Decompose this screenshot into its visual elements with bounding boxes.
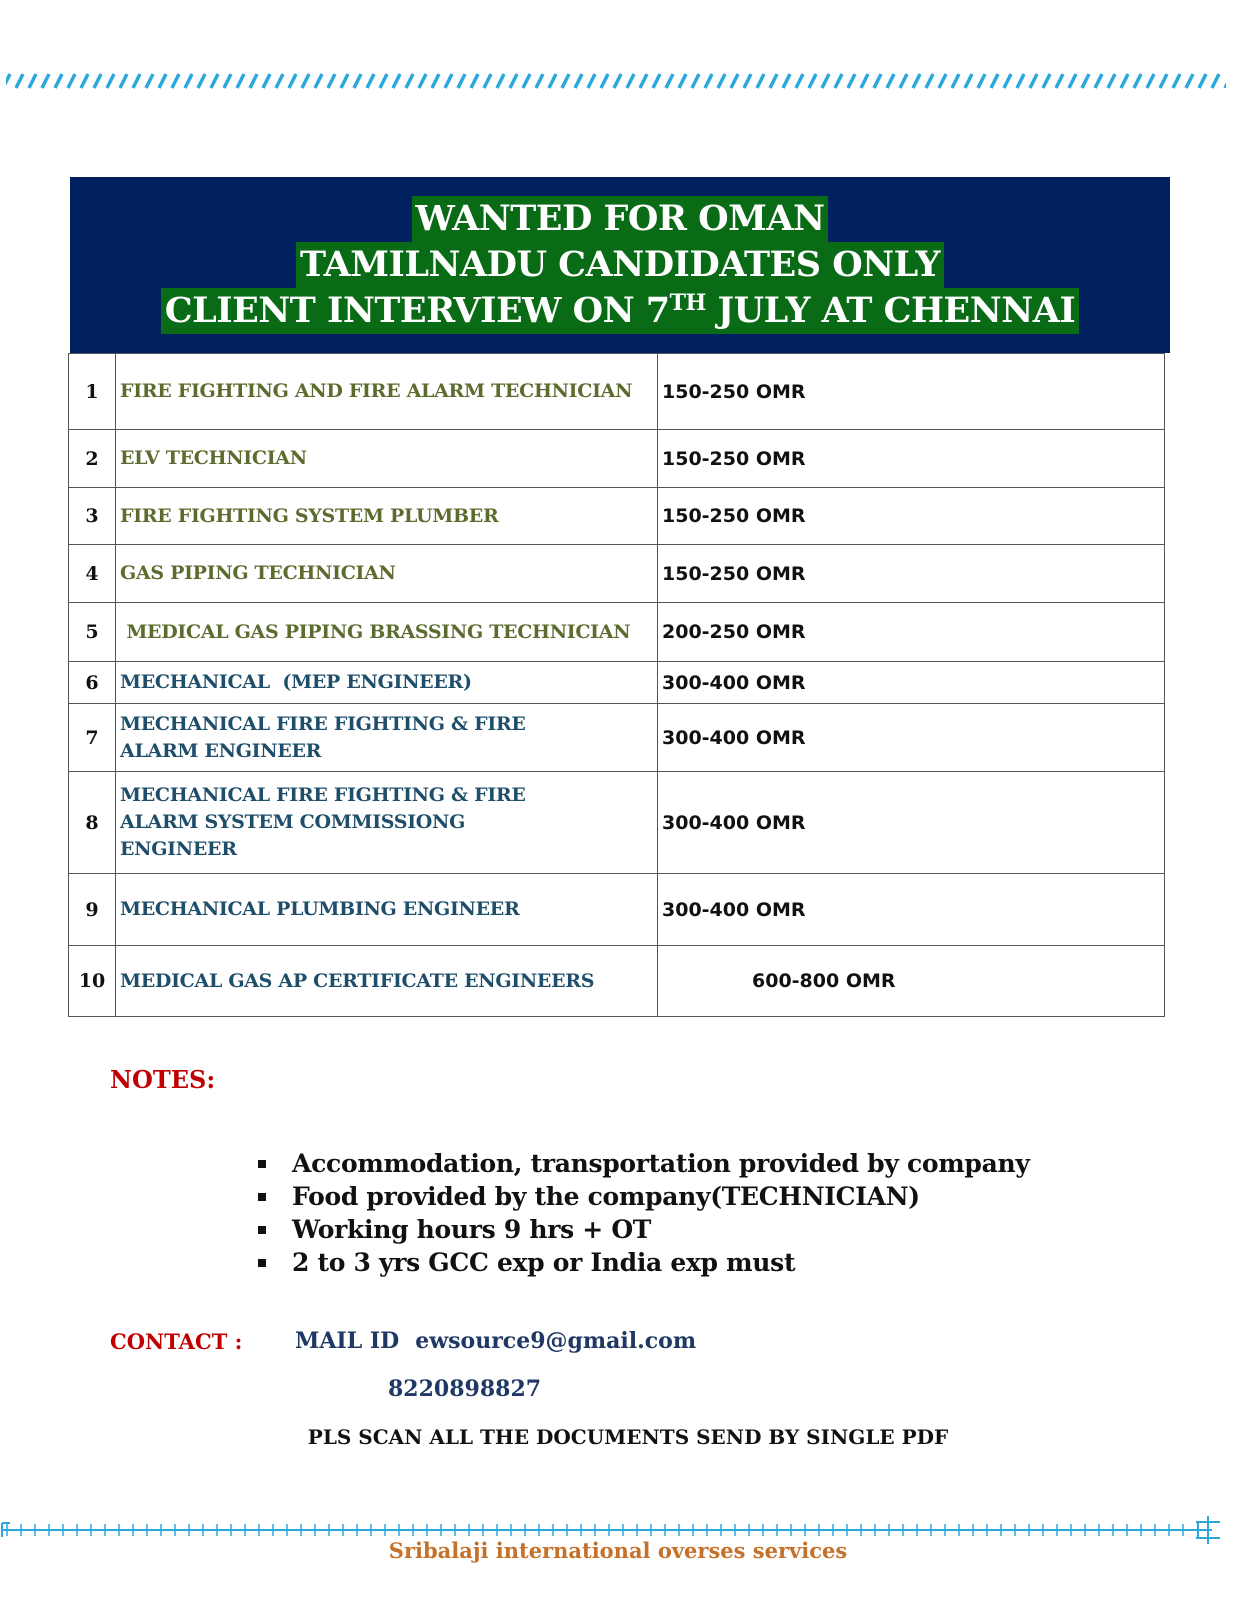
job-salary: 150-250 OMR [658,430,1165,488]
job-number: 3 [69,488,116,545]
top-decorative-border [0,66,1236,96]
job-title: GAS PIPING TECHNICIAN [116,545,658,603]
instruction-text: PLS SCAN ALL THE DOCUMENTS SEND BY SINGLE PDF [307,1425,949,1449]
job-number: 10 [69,946,116,1017]
job-number: 2 [69,430,116,488]
job-number: 4 [69,545,116,603]
job-number: 8 [69,772,116,874]
table-row [69,488,1165,545]
email-link[interactable]: ewsource9@gmail.com [415,1328,697,1354]
jobs-table [68,353,1165,1017]
job-salary: 300-400 OMR [658,874,1165,946]
job-title: FIRE FIGHTING SYSTEM PLUMBER [116,488,658,545]
table-row [69,430,1165,488]
job-salary: 300-400 OMR [658,662,1165,704]
mail-label: MAIL ID [295,1328,400,1354]
job-title: FIRE FIGHTING AND FIRE ALARM TECHNICIAN [116,354,658,430]
job-salary: 600-800 OMR [658,946,1165,1017]
job-title: MECHANICAL FIRE FIGHTING & FIRE ALARM ENGINEER [116,704,658,772]
header-banner [70,177,1170,353]
table-row [69,874,1165,946]
job-title: MEDICAL GAS PIPING BRASSING TECHNICIAN [116,603,658,662]
header-title: WANTED FOR OMAN [412,196,829,242]
list-item: Accommodation, transportation provided by company [258,1147,1030,1180]
table-row [69,662,1165,704]
table-row [69,603,1165,662]
contact-label: CONTACT : [110,1329,243,1354]
job-title: MECHANICAL PLUMBING ENGINEER [116,874,658,946]
list-item: Food provided by the company(TECHNICIAN) [258,1180,1030,1213]
header-interview-line: CLIENT INTERVIEW ON 7TH JULY AT CHENNAI [161,288,1079,334]
table-row [69,772,1165,874]
company-name: Sribalaji international overses services [388,1538,848,1563]
job-number: 1 [69,354,116,430]
job-salary: 300-400 OMR [658,704,1165,772]
notes-heading: NOTES: [110,1065,216,1094]
table-row [69,354,1165,430]
list-item: Working hours 9 hrs + OT [258,1213,1030,1246]
job-salary: 200-250 OMR [658,603,1165,662]
job-number: 5 [69,603,116,662]
job-title: MECHANICAL (MEP ENGINEER) [116,662,658,704]
job-title: MECHANICAL FIRE FIGHTING & FIRE ALARM SYSTEM COMMISSIONG ENGINEER [116,772,658,874]
job-number: 7 [69,704,116,772]
job-title: ELV TECHNICIAN [116,430,658,488]
job-salary: 150-250 OMR [658,488,1165,545]
table-row [69,946,1165,1017]
table-row [69,545,1165,603]
job-salary: 150-250 OMR [658,354,1165,430]
job-title: MEDICAL GAS AP CERTIFICATE ENGINEERS [116,946,658,1017]
job-number: 9 [69,874,116,946]
phone-number[interactable]: 8220898827 [388,1376,542,1402]
job-salary: 300-400 OMR [658,772,1165,874]
job-number: 6 [69,662,116,704]
list-item: 2 to 3 yrs GCC exp or India exp must [258,1246,1030,1279]
table-row [69,704,1165,772]
job-salary: 150-250 OMR [658,545,1165,603]
header-subtitle: TAMILNADU CANDIDATES ONLY [296,242,944,288]
notes-list [258,1147,1030,1279]
mail-line [295,1328,712,1354]
